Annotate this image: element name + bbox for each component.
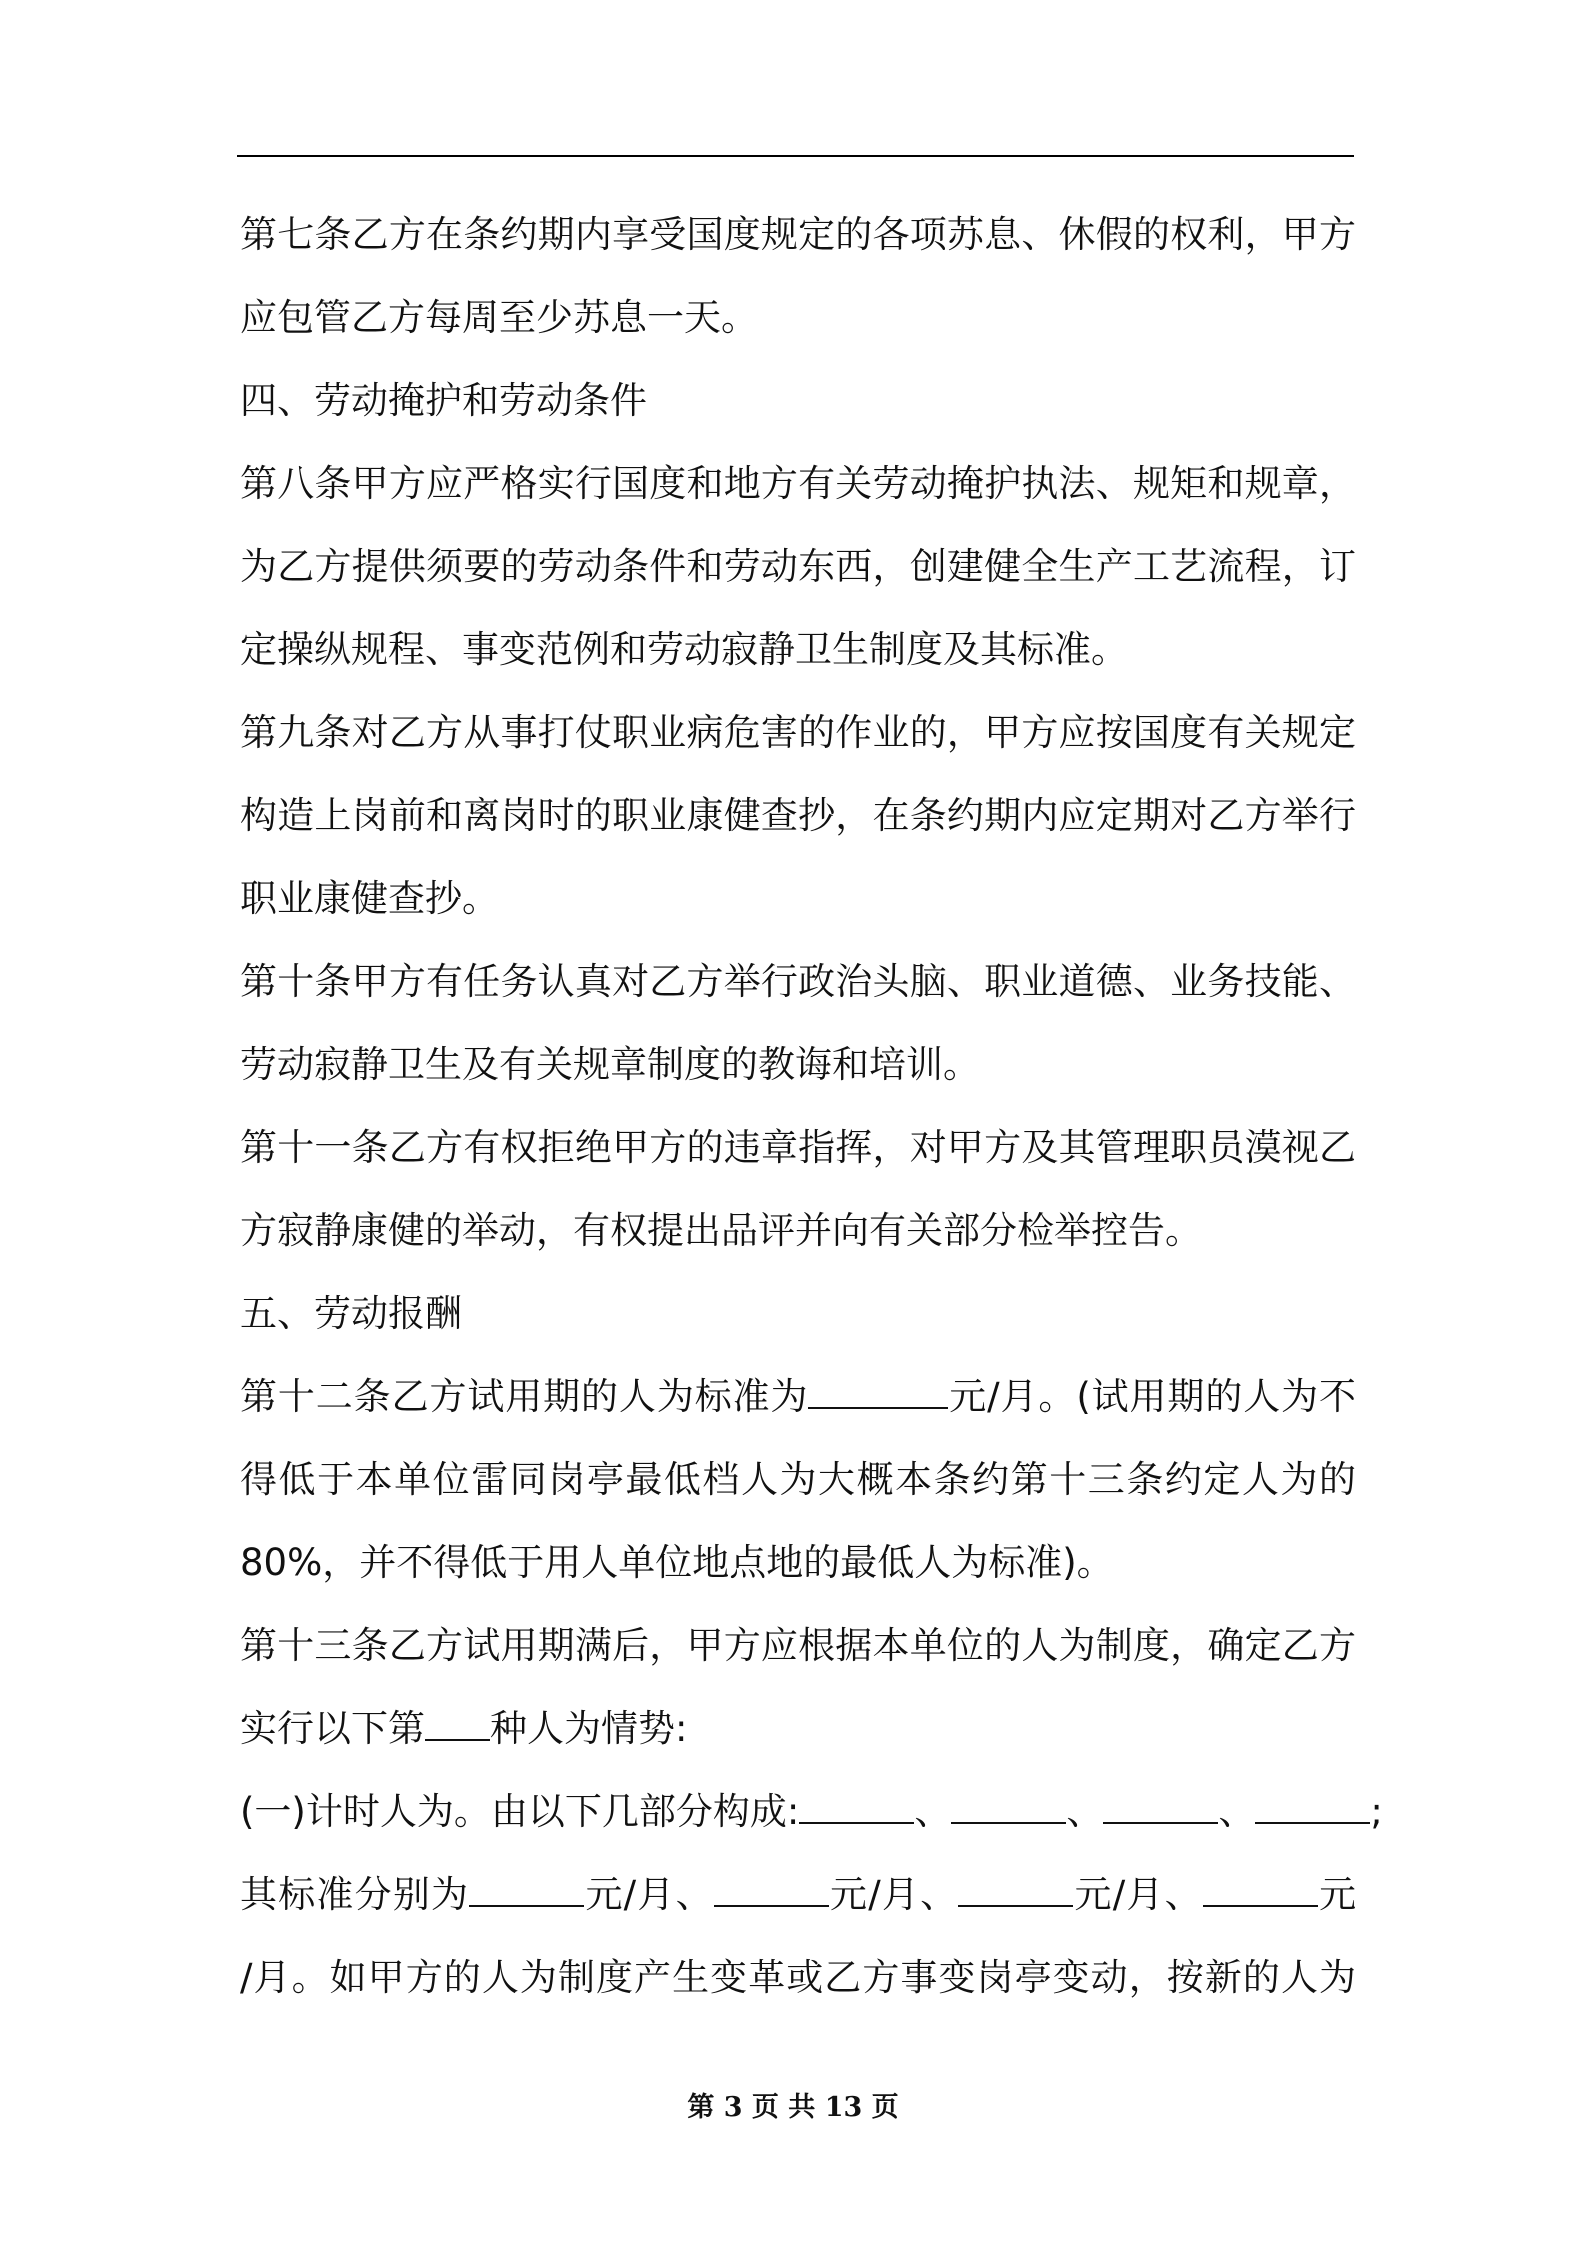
blank-field [469,1873,584,1907]
text-line: 定操纵规程、事变范例和劳动寂静卫生制度及其标准。 [240,628,1128,671]
text-line: 第十条甲方有任务认真对乙方举行政治头脑、职业道德、业务技能、 [240,960,1356,1003]
text-fragment: 元/月。(试用期的人为不 [948,1375,1356,1418]
text-line [240,1865,1356,1948]
text-fragment: 第十二条乙方试用期的人为标准为 [240,1375,809,1418]
text-line: 第七条乙方在条约期内享受国度规定的各项苏息、休假的权利，甲方 [240,213,1356,256]
blank-field [808,1375,948,1409]
text-line: 第八条甲方应严格实行国度和地方有关劳动掩护执法、规矩和规章， [240,462,1356,505]
text-line: 应包管乙方每周至少苏息一天。 [240,296,758,339]
text-line: 第十一条乙方有权拒绝甲方的违章指挥，对甲方及其管理职员漠视乙 [240,1126,1356,1169]
document-body [240,205,1383,2031]
unit-label: 元/月 [1073,1873,1165,1916]
text-line [240,1367,1356,1450]
unit-label: 元/月 [828,1873,921,1916]
text-line: 80%，并不得低于用人单位地点地的最低人为标准)。 [240,1541,1114,1584]
text-line [240,1699,1356,1782]
unit-label: 元/月 [584,1873,676,1916]
separator: 、 [1164,1873,1203,1916]
separator: 、 [920,1873,959,1916]
blank-field [714,1873,829,1907]
separator: 、 [1218,1790,1256,1833]
text-fragment: 种人为情势: [490,1707,688,1750]
text-line [240,1782,1383,1865]
text-fragment: 实行以下第 [240,1707,425,1750]
header-rule [237,155,1354,157]
text-line: 方寂静康健的举动，有权提出品评并向有关部分检举控告。 [240,1209,1202,1252]
text-fragment: (一)计时人为。由以下几部分构成: [240,1790,800,1833]
blank-field [1255,1790,1370,1824]
separator: 、 [675,1873,714,1916]
blank-field [1103,1790,1218,1824]
text-line: 职业康健查抄。 [240,877,499,920]
text-line: 构造上岗前和离岗时的职业康健查抄，在条约期内应定期对乙方举行 [240,794,1356,837]
separator: ; [1370,1790,1383,1833]
blank-field [425,1707,490,1741]
text-line: 劳动寂静卫生及有关规章制度的教诲和培训。 [240,1043,980,1086]
blank-field [958,1873,1073,1907]
blank-field [799,1790,914,1824]
page-number: 第 3 页 共 13 页 [687,2092,899,2123]
section-heading: 五、劳动报酬 [240,1292,462,1335]
text-line: /月。如甲方的人为制度产生变革或乙方事变岗亭变动，按新的人为 [240,1956,1356,1999]
text-line: 第十三条乙方试用期满后，甲方应根据本单位的人为制度，确定乙方 [240,1624,1356,1667]
section-heading: 四、劳动掩护和劳动条件 [240,379,647,422]
blank-field [951,1790,1066,1824]
text-fragment: 其标准分别为 [240,1873,470,1916]
text-line: 得低于本单位雷同岗亭最低档人为大概本条约第十三条约定人为的 [240,1458,1356,1501]
text-line: 为乙方提供须要的劳动条件和劳动东西，创建健全生产工艺流程，订 [240,545,1356,588]
blank-field [1203,1873,1318,1907]
separator: 、 [914,1790,952,1833]
text-line: 第九条对乙方从事打仗职业病危害的作业的，甲方应按国度有关规定 [240,711,1356,754]
unit-label: 元 [1317,1873,1357,1916]
separator: 、 [1066,1790,1104,1833]
